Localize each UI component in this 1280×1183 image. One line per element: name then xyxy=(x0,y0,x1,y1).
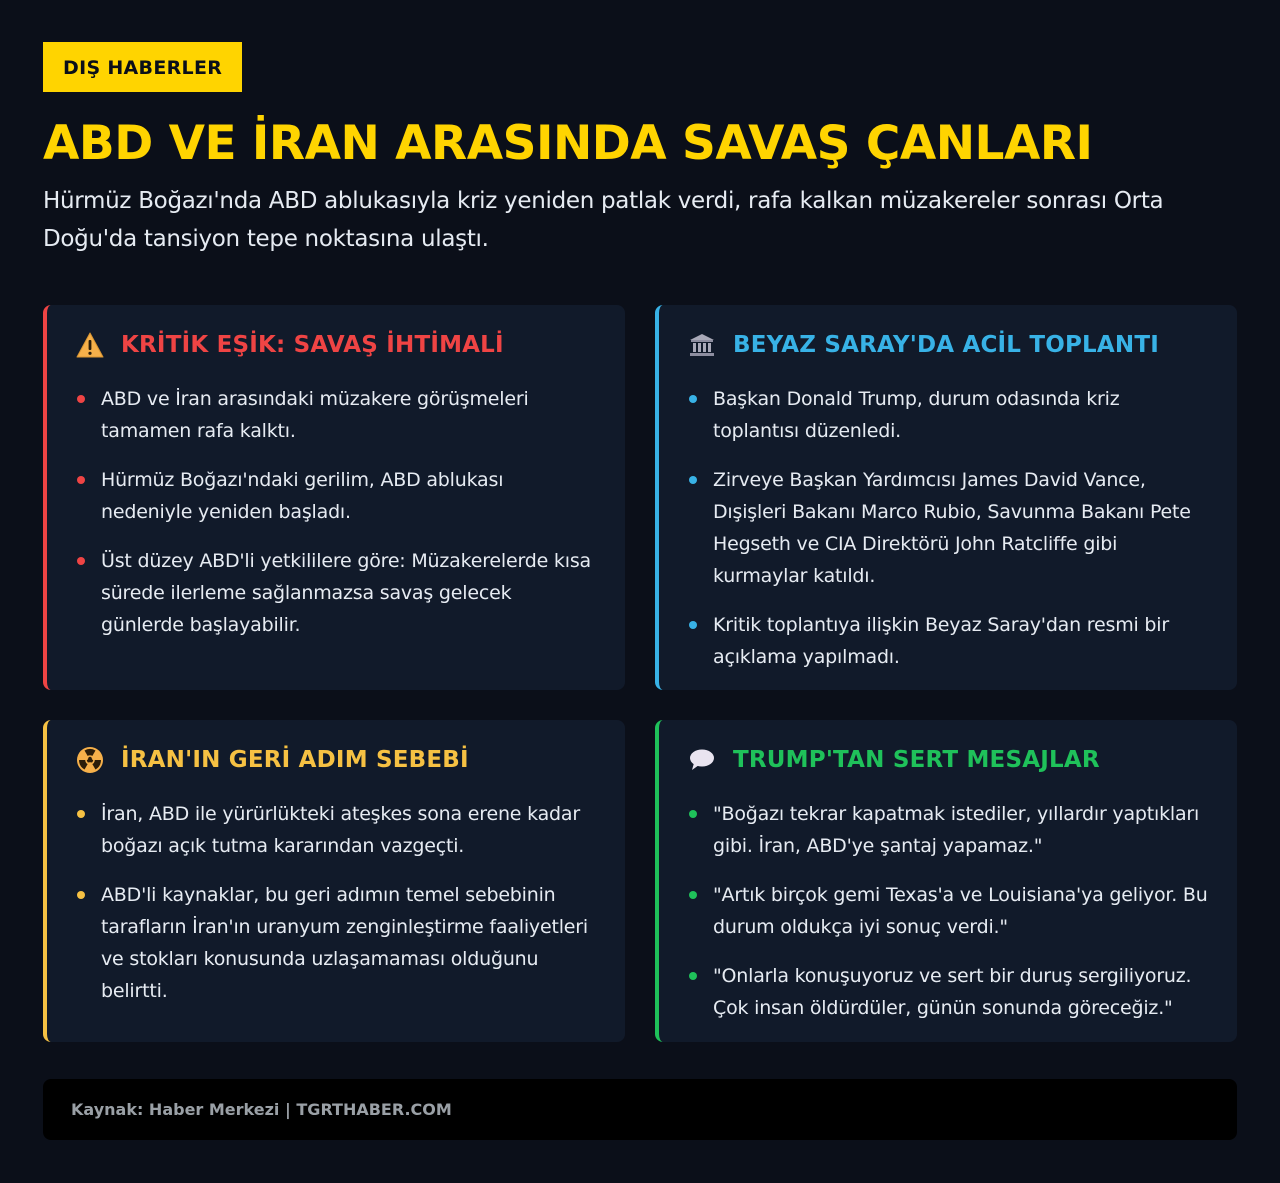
bullet-dot xyxy=(689,395,697,403)
card-white-house-meeting xyxy=(655,305,1237,690)
list-item: Zirveye Başkan Yardımcısı James David Vance, Dışişleri Bakanı Marco Rubio, Savunma Bakanı Pete Hegseth ve CIA Direktörü John Ratcliffe gibi kurmaylar katıldı. xyxy=(687,464,1211,592)
bullet-dot xyxy=(77,557,85,565)
bullet-dot xyxy=(689,621,697,629)
warning-icon xyxy=(75,330,105,360)
bullet-dot xyxy=(689,891,697,899)
bullet-list xyxy=(687,798,1211,1024)
card-critical-threshold xyxy=(43,305,625,690)
header xyxy=(43,42,1237,258)
bullet-dot xyxy=(77,476,85,484)
list-item: Üst düzey ABD'li yetkililere göre: Müzakerelerde kısa sürede ilerleme sağlanmazsa savaş gelecek günlerde başlayabilir. xyxy=(75,545,599,641)
bullet-dot xyxy=(77,810,85,818)
list-item: "Artık birçok gemi Texas'a ve Louisiana'ya geliyor. Bu durum oldukça iyi sonuç verdi." xyxy=(687,879,1211,943)
bullet-dot xyxy=(77,891,85,899)
list-item: "Onlarla konuşuyoruz ve sert bir duruş sergiliyoruz. Çok insan öldürdüler, günün sonunda göreceğiz." xyxy=(687,960,1211,1024)
card-iran-step-back xyxy=(43,720,625,1042)
list-item: Başkan Donald Trump, durum odasında kriz toplantısı düzenledi. xyxy=(687,383,1211,447)
list-item: İran, ABD ile yürürlükteki ateşkes sona erene kadar boğazı açık tutma kararından vazgeçti. xyxy=(75,798,599,862)
list-item: ABD ve İran arasındaki müzakere görüşmeleri tamamen rafa kalktı. xyxy=(75,383,599,447)
page-subtitle: Hürmüz Boğazı'nda ABD ablukasıyla kriz yeniden patlak verdi, rafa kalkan müzakereler sonrası Orta Doğu'da tansiyon tepe noktasına ulaştı. xyxy=(43,188,1164,252)
source-footer xyxy=(43,1079,1237,1140)
page-title: ABD VE İRAN ARASINDA SAVAŞ ÇANLARI xyxy=(43,116,1093,171)
card-header xyxy=(75,744,599,776)
bullet-dot xyxy=(689,810,697,818)
bullet-list xyxy=(687,383,1211,673)
card-title: İRAN'IN GERİ ADIM SEBEBİ xyxy=(121,747,469,773)
bullet-dot xyxy=(689,972,697,980)
government-building-icon xyxy=(687,330,717,360)
list-item: "Boğazı tekrar kapatmak istediler, yıllardır yaptıkları gibi. İran, ABD'ye şantaj yapamaz." xyxy=(687,798,1211,862)
source-text: Kaynak: Haber Merkezi | TGRTHABER.COM xyxy=(71,1100,452,1119)
list-item: Kritik toplantıya ilişkin Beyaz Saray'dan resmi bir açıklama yapılmadı. xyxy=(687,609,1211,673)
card-title: BEYAZ SARAY'DA ACİL TOPLANTI xyxy=(733,332,1160,358)
cards-grid xyxy=(43,305,1237,1042)
card-header xyxy=(687,329,1211,361)
bullet-list xyxy=(75,383,599,641)
bullet-dot xyxy=(77,395,85,403)
list-item: Hürmüz Boğazı'ndaki gerilim, ABD ablukası nedeniyle yeniden başladı. xyxy=(75,464,599,528)
card-title: KRİTİK EŞİK: SAVAŞ İHTİMALİ xyxy=(121,332,504,358)
list-item: ABD'li kaynaklar, bu geri adımın temel sebebinin tarafların İran'ın uranyum zenginleştirme faaliyetleri ve stokları konusunda uzlaşamaması olduğunu belirtti. xyxy=(75,879,599,1007)
card-header xyxy=(75,329,599,361)
bullet-list xyxy=(75,798,599,1007)
card-title: TRUMP'TAN SERT MESAJLAR xyxy=(733,747,1100,773)
category-badge: DIŞ HABERLER xyxy=(43,42,242,92)
radioactive-icon xyxy=(75,745,105,775)
card-trump-messages xyxy=(655,720,1237,1042)
bullet-dot xyxy=(689,476,697,484)
speech-bubble-icon xyxy=(687,745,717,775)
card-header xyxy=(687,744,1211,776)
